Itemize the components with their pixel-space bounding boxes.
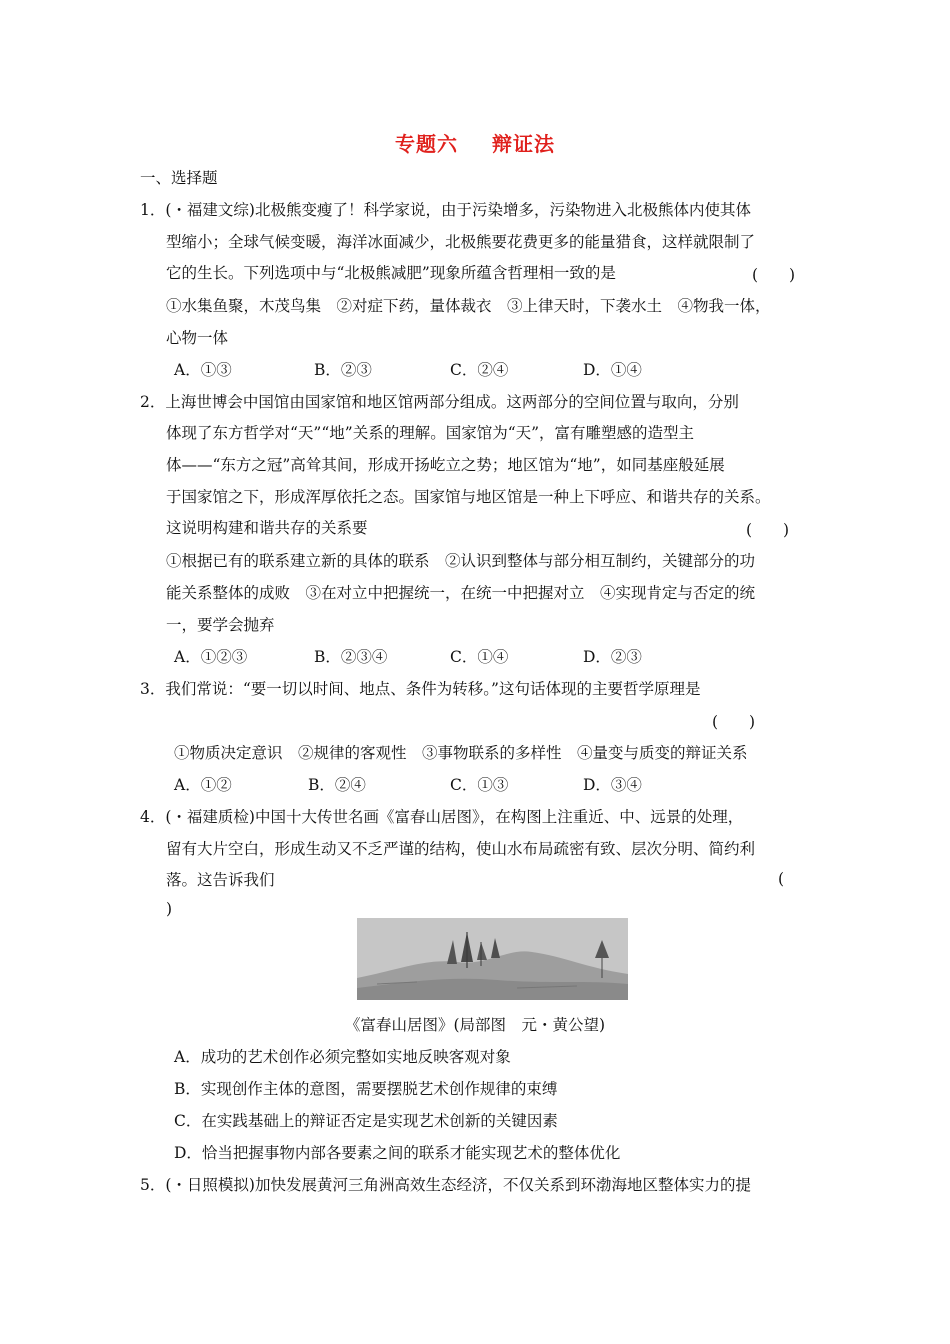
q4-line-1: 4．(・福建质检)中国十大传世名画《富春山居图》，在构图上注重近、中、远景的处理， xyxy=(140,808,744,826)
q3-option-a: A．①② xyxy=(174,776,232,794)
q3-line-1: 3．我们常说：“要一切以时间、地点、条件为转移。”这句话体现的主要哲学原理是 xyxy=(140,680,701,698)
section-heading: 一、选择题 xyxy=(140,169,218,187)
q2-option-a: A．①②③ xyxy=(174,648,248,666)
q1-line-2: 型缩小；全球气候变暖，海洋冰面减少，北极熊要花费更多的能量猎食，这样就限制了 xyxy=(166,233,756,251)
q4-option-d: D．恰当把握事物内部各要素之间的联系才能实现艺术的整体优化 xyxy=(174,1144,621,1162)
q2-statement-3: 一，要学会抛弃 xyxy=(166,616,275,634)
q5-line-1: 5．(・日照模拟)加快发展黄河三角洲高效生态经济，不仅关系到环渤海地区整体实力的提 xyxy=(140,1176,751,1194)
q1-option-b: B．②③ xyxy=(314,361,372,379)
title-part-1: 专题六 xyxy=(395,132,458,156)
q3-option-c: C．①③ xyxy=(450,776,509,794)
q4-option-b: B．实现创作主体的意图，需要摆脱艺术创作规律的束缚 xyxy=(174,1080,558,1098)
painting-caption: 《富春山居图》(局部图 元・黄公望) xyxy=(344,1016,606,1034)
q2-line-2: 体现了东方哲学对“天”“地”关系的理解。国家馆为“天”，富有雕塑感的造型主 xyxy=(166,424,695,442)
q3-option-b: B．②④ xyxy=(308,776,366,794)
q2-statement-2: 能关系整体的成败 ③在对立中把握统一，在统一中把握对立 ④实现肯定与否定的统 xyxy=(166,584,756,602)
q1-option-c: C．②④ xyxy=(450,361,509,379)
q4-line-3: 落。这告诉我们 xyxy=(166,871,275,889)
q4-answer-paren-open: ( xyxy=(778,870,785,888)
q4-answer-paren-close: ) xyxy=(166,900,173,918)
q2-statement-1: ①根据已有的联系建立新的具体的联系 ②认识到整体与部分相互制约，关键部分的功 xyxy=(166,552,756,570)
q1-line-1: 1．(・福建文综)北极熊变瘦了！科学家说，由于污染增多，污染物进入北极熊体内使其体 xyxy=(140,201,751,219)
landscape-painting-image xyxy=(357,918,628,1000)
q2-option-c: C．①④ xyxy=(450,648,509,666)
q2-answer-paren: ( ) xyxy=(746,521,790,539)
page-title xyxy=(0,128,950,157)
q1-line-3: 它的生长。下列选项中与“北极熊减肥”现象所蕴含哲理相一致的是 xyxy=(166,264,616,282)
q3-answer-paren: ( ) xyxy=(712,713,756,731)
q1-option-d: D．①④ xyxy=(583,361,642,379)
q1-answer-paren: ( ) xyxy=(752,266,796,284)
q4-option-a: A．成功的艺术创作必须完整如实地反映客观对象 xyxy=(174,1048,511,1066)
q3-statement-1: ①物质决定意识 ②规律的客观性 ③事物联系的多样性 ④量变与质变的辩证关系 xyxy=(174,744,748,762)
q2-line-3: 体——“东方之冠”高耸其间，形成开扬屹立之势；地区馆为“地”，如同基座般延展 xyxy=(166,456,725,474)
title-part-2: 辩证法 xyxy=(492,132,555,156)
q2-line-5: 这说明构建和谐共存的关系要 xyxy=(166,519,368,537)
q2-line-1: 2．上海世博会中国馆由国家馆和地区馆两部分组成。这两部分的空间位置与取向，分别 xyxy=(140,393,739,411)
q3-option-d: D．③④ xyxy=(583,776,642,794)
q1-statement-1: ①水集鱼聚，木茂鸟集 ②对症下药，量体裁衣 ③上律天时，下袭水土 ④物我一体， xyxy=(166,297,771,315)
q2-option-d: D．②③ xyxy=(583,648,642,666)
q2-line-4: 于国家馆之下，形成浑厚依托之态。国家馆与地区馆是一种上下呼应、和谐共存的关系。 xyxy=(166,488,771,506)
q4-option-c: C．在实践基础上的辩证否定是实现艺术创新的关键因素 xyxy=(174,1112,558,1130)
q4-line-2: 留有大片空白，形成生动又不乏严谨的结构，使山水布局疏密有致、层次分明、简约利 xyxy=(166,840,756,858)
q2-option-b: B．②③④ xyxy=(314,648,388,666)
q1-option-a: A．①③ xyxy=(174,361,232,379)
q1-statement-2: 心物一体 xyxy=(166,329,229,347)
